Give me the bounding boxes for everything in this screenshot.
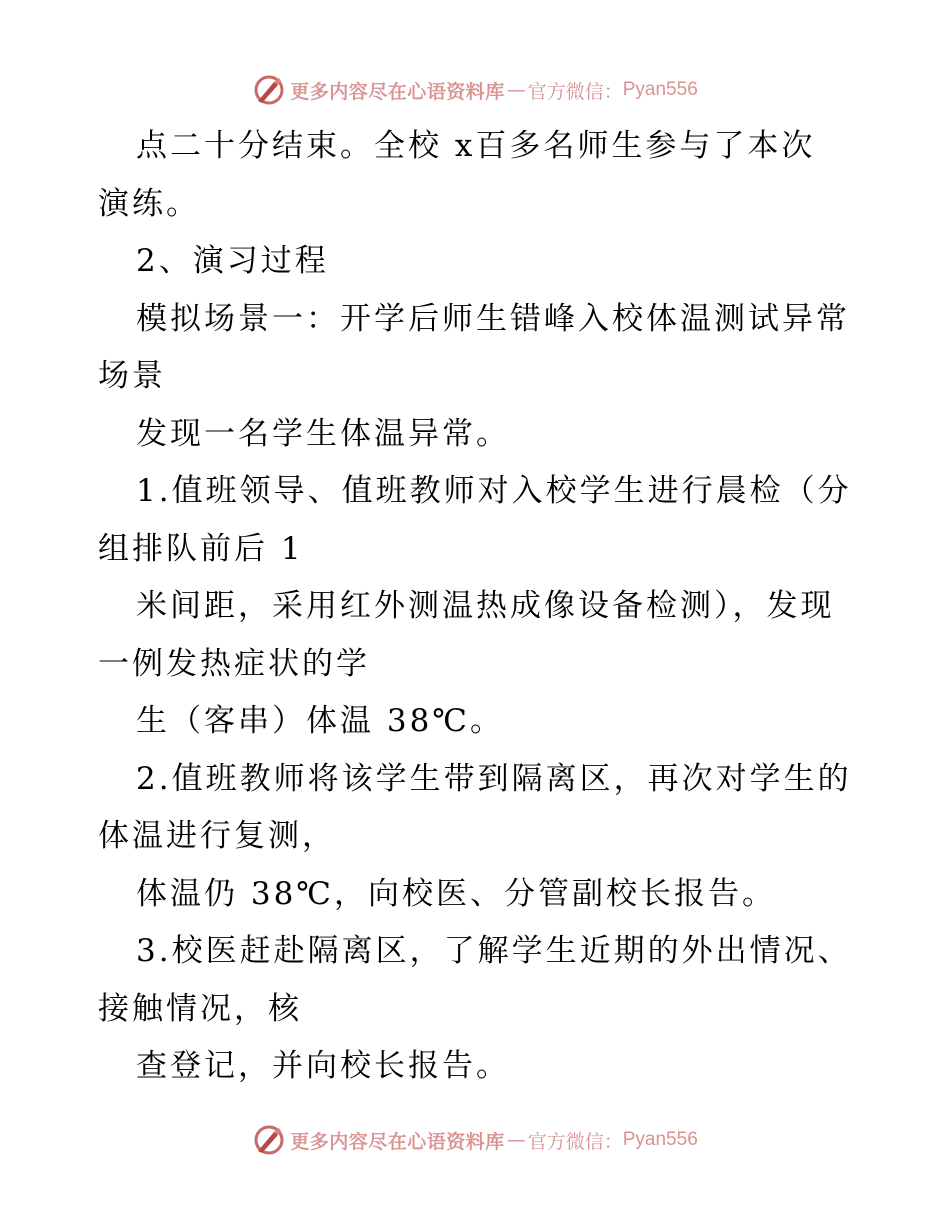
text-line: 生（客串）体温 38℃。 [136,703,504,739]
text-line: 组排队前后 1 [98,530,304,567]
text-line: 点二十分结束。全校 x百多名师生参与了本次 [136,128,816,164]
watermark-title: 更多内容尽在心语资料库 [290,80,505,103]
text-line: 演练。 [98,185,200,222]
text-line: 查登记，并向校长报告。 [136,1048,510,1084]
pen-logo-icon [252,73,286,107]
text-line: 体温仍 38℃，向校医、分管副校长报告。 [136,875,776,912]
text-line: 3.校医赶赴隔离区，了解学生近期的外出情况、 [136,933,852,969]
footer-watermark [0,1120,950,1160]
watermark-separator: — [506,1129,526,1151]
text-line: 2.值班教师将该学生带到隔离区，再次对学生的 [136,760,852,797]
text-line: 场景 [98,358,166,394]
watermark-wechat-id: Pyan556 [622,1129,698,1150]
text-line: 模拟场景一：开学后师生错峰入校体温测试异常 [136,300,850,337]
watermark-separator: — [506,79,526,101]
watermark-title: 更多内容尽在心语资料库 [290,1130,505,1153]
text-line: 体温进行复测， [98,818,336,854]
text-line: 米间距，采用红外测温热成像设备检测），发现 [136,588,835,624]
watermark-label: 官方微信： [527,1130,623,1153]
text-line: 1.值班领导、值班教师对入校学生进行晨检（分 [136,473,852,509]
watermark-wechat-id: Pyan556 [622,79,698,100]
document-body [98,118,858,1096]
text-line: 一例发热症状的学 [98,645,370,682]
pen-logo-icon [252,1123,286,1157]
section-heading: 2、演习过程 [136,243,329,279]
watermark-label: 官方微信： [527,80,623,103]
text-line: 接触情况，核 [98,990,302,1027]
header-watermark [0,70,950,110]
text-line: 发现一名学生体温异常。 [136,415,510,452]
